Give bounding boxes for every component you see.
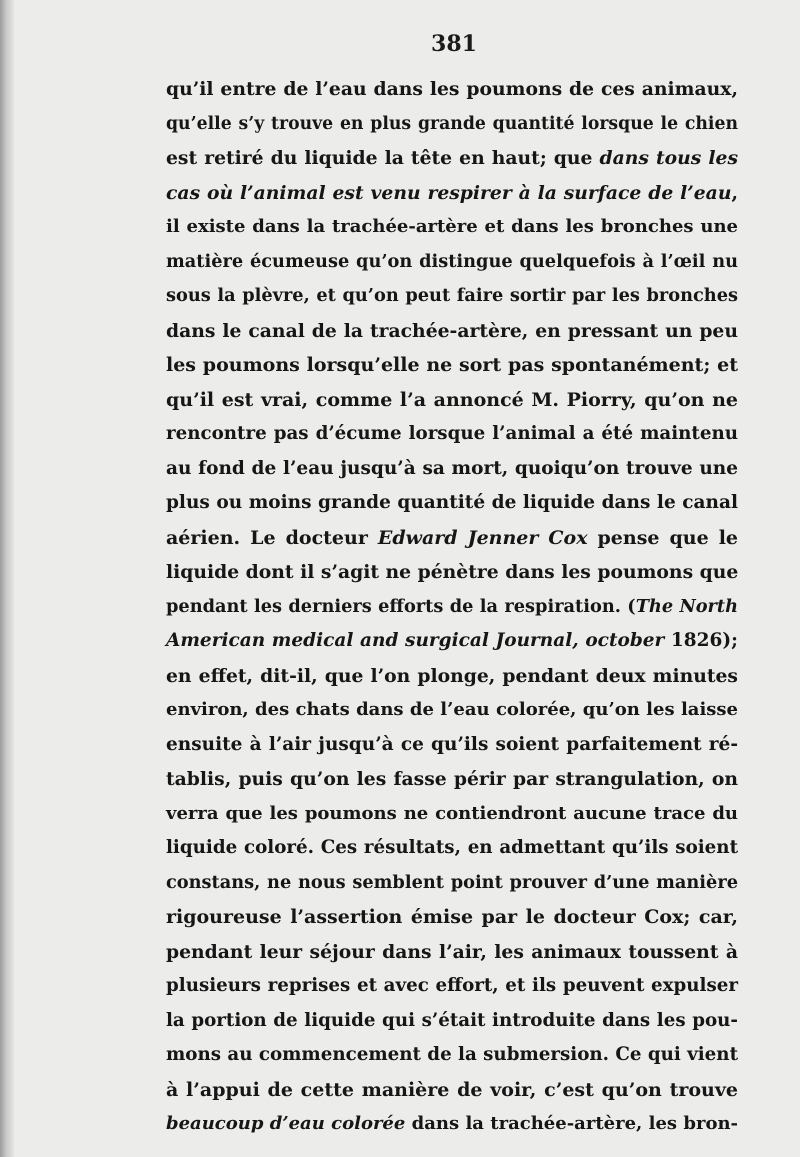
text-line	[166, 1038, 738, 1073]
text-line	[166, 624, 738, 659]
text-line	[166, 797, 738, 832]
text-segment: constans, ne nous semblent point prouver d’une manière	[166, 871, 738, 893]
text-segment: qu’elle s’y trouve en plus grande quantité lorsque le chien	[166, 113, 738, 134]
text-line	[166, 693, 738, 728]
text-segment: pendant les derniers efforts de la respiration. (	[166, 595, 636, 617]
text-line	[166, 314, 738, 349]
text-line	[166, 969, 738, 1004]
page-number: 381	[431, 31, 477, 57]
text-segment: mons au commencement de la submersion. Ce qui vient	[166, 1044, 738, 1065]
text-segment: plusieurs reprises et avec effort, et ils peuvent expulser	[166, 975, 738, 996]
text-segment: environ, des chats dans de l’eau colorée, qu’on les laisse	[166, 699, 738, 720]
text-segment: ,	[731, 181, 738, 204]
text-segment: la portion de liquide qui s’était introduite dans les pou-	[166, 1009, 738, 1031]
text-line	[166, 72, 738, 107]
text-segment: dans le canal de la trachée-artère, en pressant un peu	[166, 319, 738, 342]
text-line	[166, 1107, 738, 1142]
text-segment: à l’appui de cette manière de voir, c’est qu’on trouve	[166, 1078, 738, 1101]
text-segment: ensuite à l’air jusqu’à ce qu’ils soient parfaitement ré-	[166, 733, 738, 755]
text-line	[166, 1004, 738, 1039]
text-line	[166, 521, 738, 556]
body-text	[166, 72, 738, 1142]
text-line	[166, 935, 738, 970]
text-line	[166, 176, 738, 211]
text-segment: liquide coloré. Ces résultats, en admettant qu’ils soient	[166, 837, 738, 858]
text-line	[166, 486, 738, 521]
text-segment: matière écumeuse qu’on distingue quelquefois à l’œil nu	[166, 250, 738, 272]
text-line	[166, 279, 738, 314]
text-segment: pendant leur séjour dans l’air, les animaux toussent à	[166, 940, 738, 963]
text-line	[166, 245, 738, 280]
italic-text: The North	[635, 595, 739, 617]
text-segment: 1826);	[664, 630, 738, 651]
text-line	[166, 659, 738, 694]
text-line	[166, 383, 738, 418]
italic-text: beaucoup d’eau colorée	[166, 1113, 406, 1134]
text-line	[166, 1073, 738, 1108]
text-line	[166, 107, 738, 142]
text-line	[166, 348, 738, 383]
text-line	[166, 210, 738, 245]
text-segment: pense que le	[587, 526, 739, 549]
text-segment: verra que les poumons ne contiendront aucune trace du	[166, 802, 738, 824]
text-segment: rigoureuse l’assertion émise par le docteur Cox; car,	[166, 906, 738, 928]
text-line	[166, 555, 738, 590]
italic-text: dans tous les	[599, 147, 738, 169]
text-line	[166, 452, 738, 487]
text-segment: rencontre pas d’écume lorsque l’animal a été maintenu	[166, 423, 738, 444]
text-line	[166, 141, 738, 176]
text-segment: les poumons lorsqu’elle ne sort pas spontanément; et	[166, 354, 738, 376]
text-segment: plus ou moins grande quantité de liquide dans le canal	[166, 492, 738, 513]
text-segment: liquide dont il s’agit ne pénètre dans les poumons que	[166, 561, 739, 583]
italic-text: American medical and surgical Journal, october	[166, 630, 665, 651]
text-segment: au fond de l’eau jusqu’à sa mort, quoiqu’on trouve une	[166, 457, 738, 479]
text-line	[166, 866, 738, 901]
text-segment: dans la trachée-artère, les bron-	[405, 1113, 739, 1134]
page-gutter-shadow	[0, 0, 14, 1157]
text-line	[166, 728, 738, 763]
text-segment: est retiré du liquide la tête en haut; que	[166, 147, 600, 169]
text-line	[166, 762, 738, 797]
text-segment: qu’il entre de l’eau dans les poumons de ces animaux,	[166, 78, 738, 100]
italic-text: cas où l’animal est venu respirer à la surface de l’eau	[166, 181, 732, 204]
text-segment: tablis, puis qu’on les fasse périr par strangulation, on	[166, 768, 738, 790]
text-segment: sous la plèvre, et qu’on peut faire sortir par les bronches	[166, 285, 738, 306]
text-segment: aérien. Le docteur	[166, 526, 378, 549]
text-segment: en effet, dit-il, que l’on plonge, pendant deux minutes	[166, 664, 738, 687]
text-line	[166, 831, 738, 866]
italic-text: Edward Jenner Cox	[377, 526, 588, 549]
text-line	[166, 590, 738, 625]
text-segment: il existe dans la trachée-artère et dans les bronches une	[166, 216, 738, 237]
text-line	[166, 417, 738, 452]
text-line	[166, 900, 738, 935]
text-segment: qu’il est vrai, comme l’a annoncé M. Piorry, qu’on ne	[166, 388, 738, 411]
